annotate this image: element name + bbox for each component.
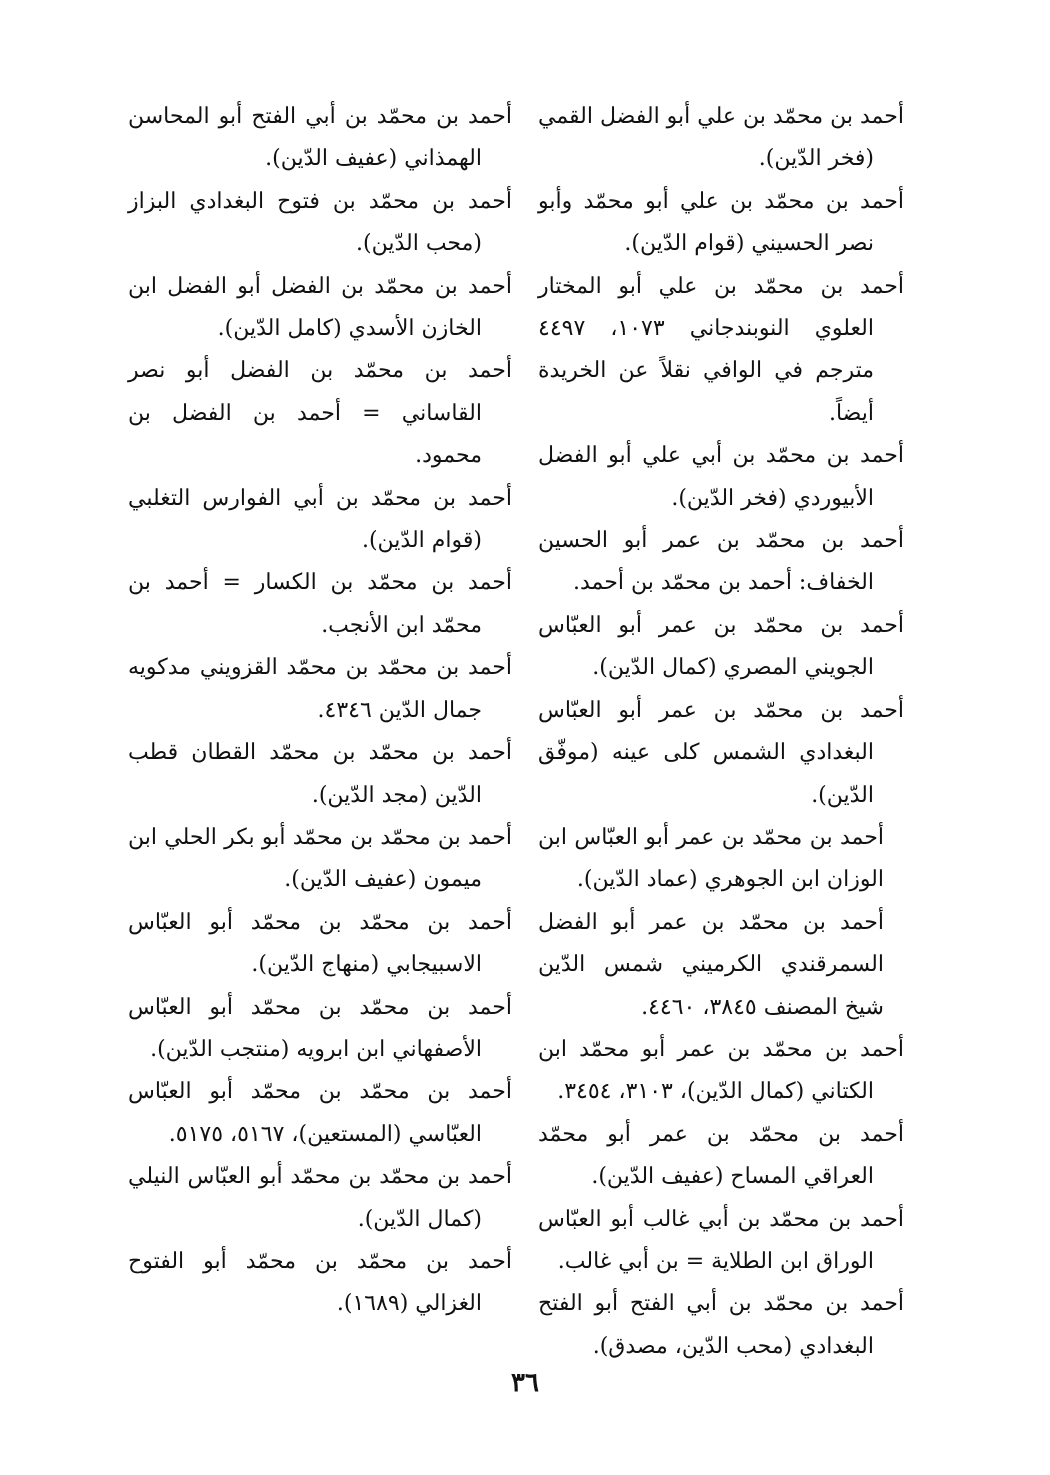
index-entry: أحمد بن محمّد بن الكسار = أحمد بن محمّد ابن الأنجب.	[128, 570, 512, 638]
index-entry: أحمد بن محمّد بن أبي غالب أبو العبّاس الوراق ابن الطلاية = بن أبي غالب.	[538, 1206, 904, 1274]
index-entry: أحمد بن محمّد بن أبي الفتح أبو المحاسن الهمذاني (عفيف الدّين).	[128, 104, 512, 172]
index-entry: أحمد بن محمّد بن علي أبو المختار العلوي النوبندجاني ١٠٧٣، ٤٤٩٧ مترجم في الوافي نقلاً عن الخريدة أيضاً.	[538, 273, 904, 426]
index-entry: أحمد بن محمّد بن أبي علي أبو الفضل الأبيوردي (فخر الدّين).	[538, 443, 904, 511]
index-entry: أحمد بن محمّد بن عمر أبو محمّد العراقي المساح (عفيف الدّين).	[538, 1121, 904, 1190]
index-entry: أحمد بن محمّد بن محمّد أبو العبّاس العبّاسي (المستعين)، ٥١٦٧، ٥١٧٥.	[128, 1079, 512, 1147]
index-entry: أحمد بن محمّد بن الفضل أبو نصر القاساني = أحمد بن الفضل بن محمود.	[128, 358, 512, 469]
index-entry: أحمد بن محمّد بن أبي الفتح أبو الفتح البغدادي (محب الدّين، مصدق).	[538, 1291, 904, 1359]
page-number: ٣٦	[511, 1368, 539, 1398]
index-entry: أحمد بن محمّد بن أبي الفوارس التغلبي (قوام الدّين).	[128, 485, 512, 554]
index-entry: أحمد بن محمّد بن الفضل أبو الفضل ابن الخازن الأسدي (كامل الدّين).	[128, 273, 512, 342]
index-entry: أحمد بن محمّد بن علي أبو محمّد وأبو نصر الحسيني (قوام الدّين).	[538, 188, 904, 257]
index-entry: أحمد بن محمّد بن محمّد أبو العبّاس النيلي (كمال الدّين).	[128, 1164, 512, 1232]
left-column	[128, 96, 512, 1326]
index-entry: أحمد بن محمّد بن محمّد أبو الفتوح الغزالي (١٦٨٩).	[128, 1248, 512, 1317]
index-entry: أحمد بن محمّد بن عمر أبو الحسين الخفاف: أحمد بن محمّد بن أحمد.	[538, 528, 904, 596]
index-entry: أحمد بن محمّد بن عمر أبو الفضل السمرقندي الكرميني شمس الدّين شيخ المصنف ٣٨٤٥، ٤٤٦٠.	[538, 909, 884, 1020]
index-entry: أحمد بن محمّد بن محمّد أبو بكر الحلي ابن ميمون (عفيف الدّين).	[128, 824, 512, 893]
index-entry: أحمد بن محمّد بن عمر أبو العبّاس الجويني المصري (كمال الدّين).	[538, 612, 904, 681]
index-entry: أحمد بن محمّد بن فتوح البغدادي البزاز (محب الدّين).	[128, 188, 512, 257]
index-entry: أحمد بن محمّد بن علي أبو الفضل القمي (فخر الدّين).	[538, 104, 904, 172]
index-entry: أحمد بن محمّد بن محمّد القزويني مدكويه جمال الدّين ٤٣٤٦.	[128, 655, 512, 723]
index-entry: أحمد بن محمّد بن عمر أبو العبّاس ابن الوزان ابن الجوهري (عماد الدّين).	[538, 824, 884, 893]
index-entry: أحمد بن محمّد بن عمر أبو محمّد ابن الكتاني (كمال الدّين)، ٣١٠٣، ٣٤٥٤.	[538, 1036, 904, 1105]
right-column	[538, 96, 904, 1368]
index-entry: أحمد بن محمّد بن محمّد أبو العبّاس الأصفهاني ابن ابرويه (منتجب الدّين).	[128, 994, 512, 1062]
index-entry: أحمد بن محمّد بن عمر أبو العبّاس البغدادي الشمس كلى عينه (موفّق الدّين).	[538, 697, 904, 808]
index-entry: أحمد بن محمّد بن محمّد أبو العبّاس الاسبيجابي (منهاج الدّين).	[128, 909, 512, 978]
index-entry: أحمد بن محمّد بن محمّد القطان قطب الدّين (مجد الدّين).	[128, 740, 512, 808]
